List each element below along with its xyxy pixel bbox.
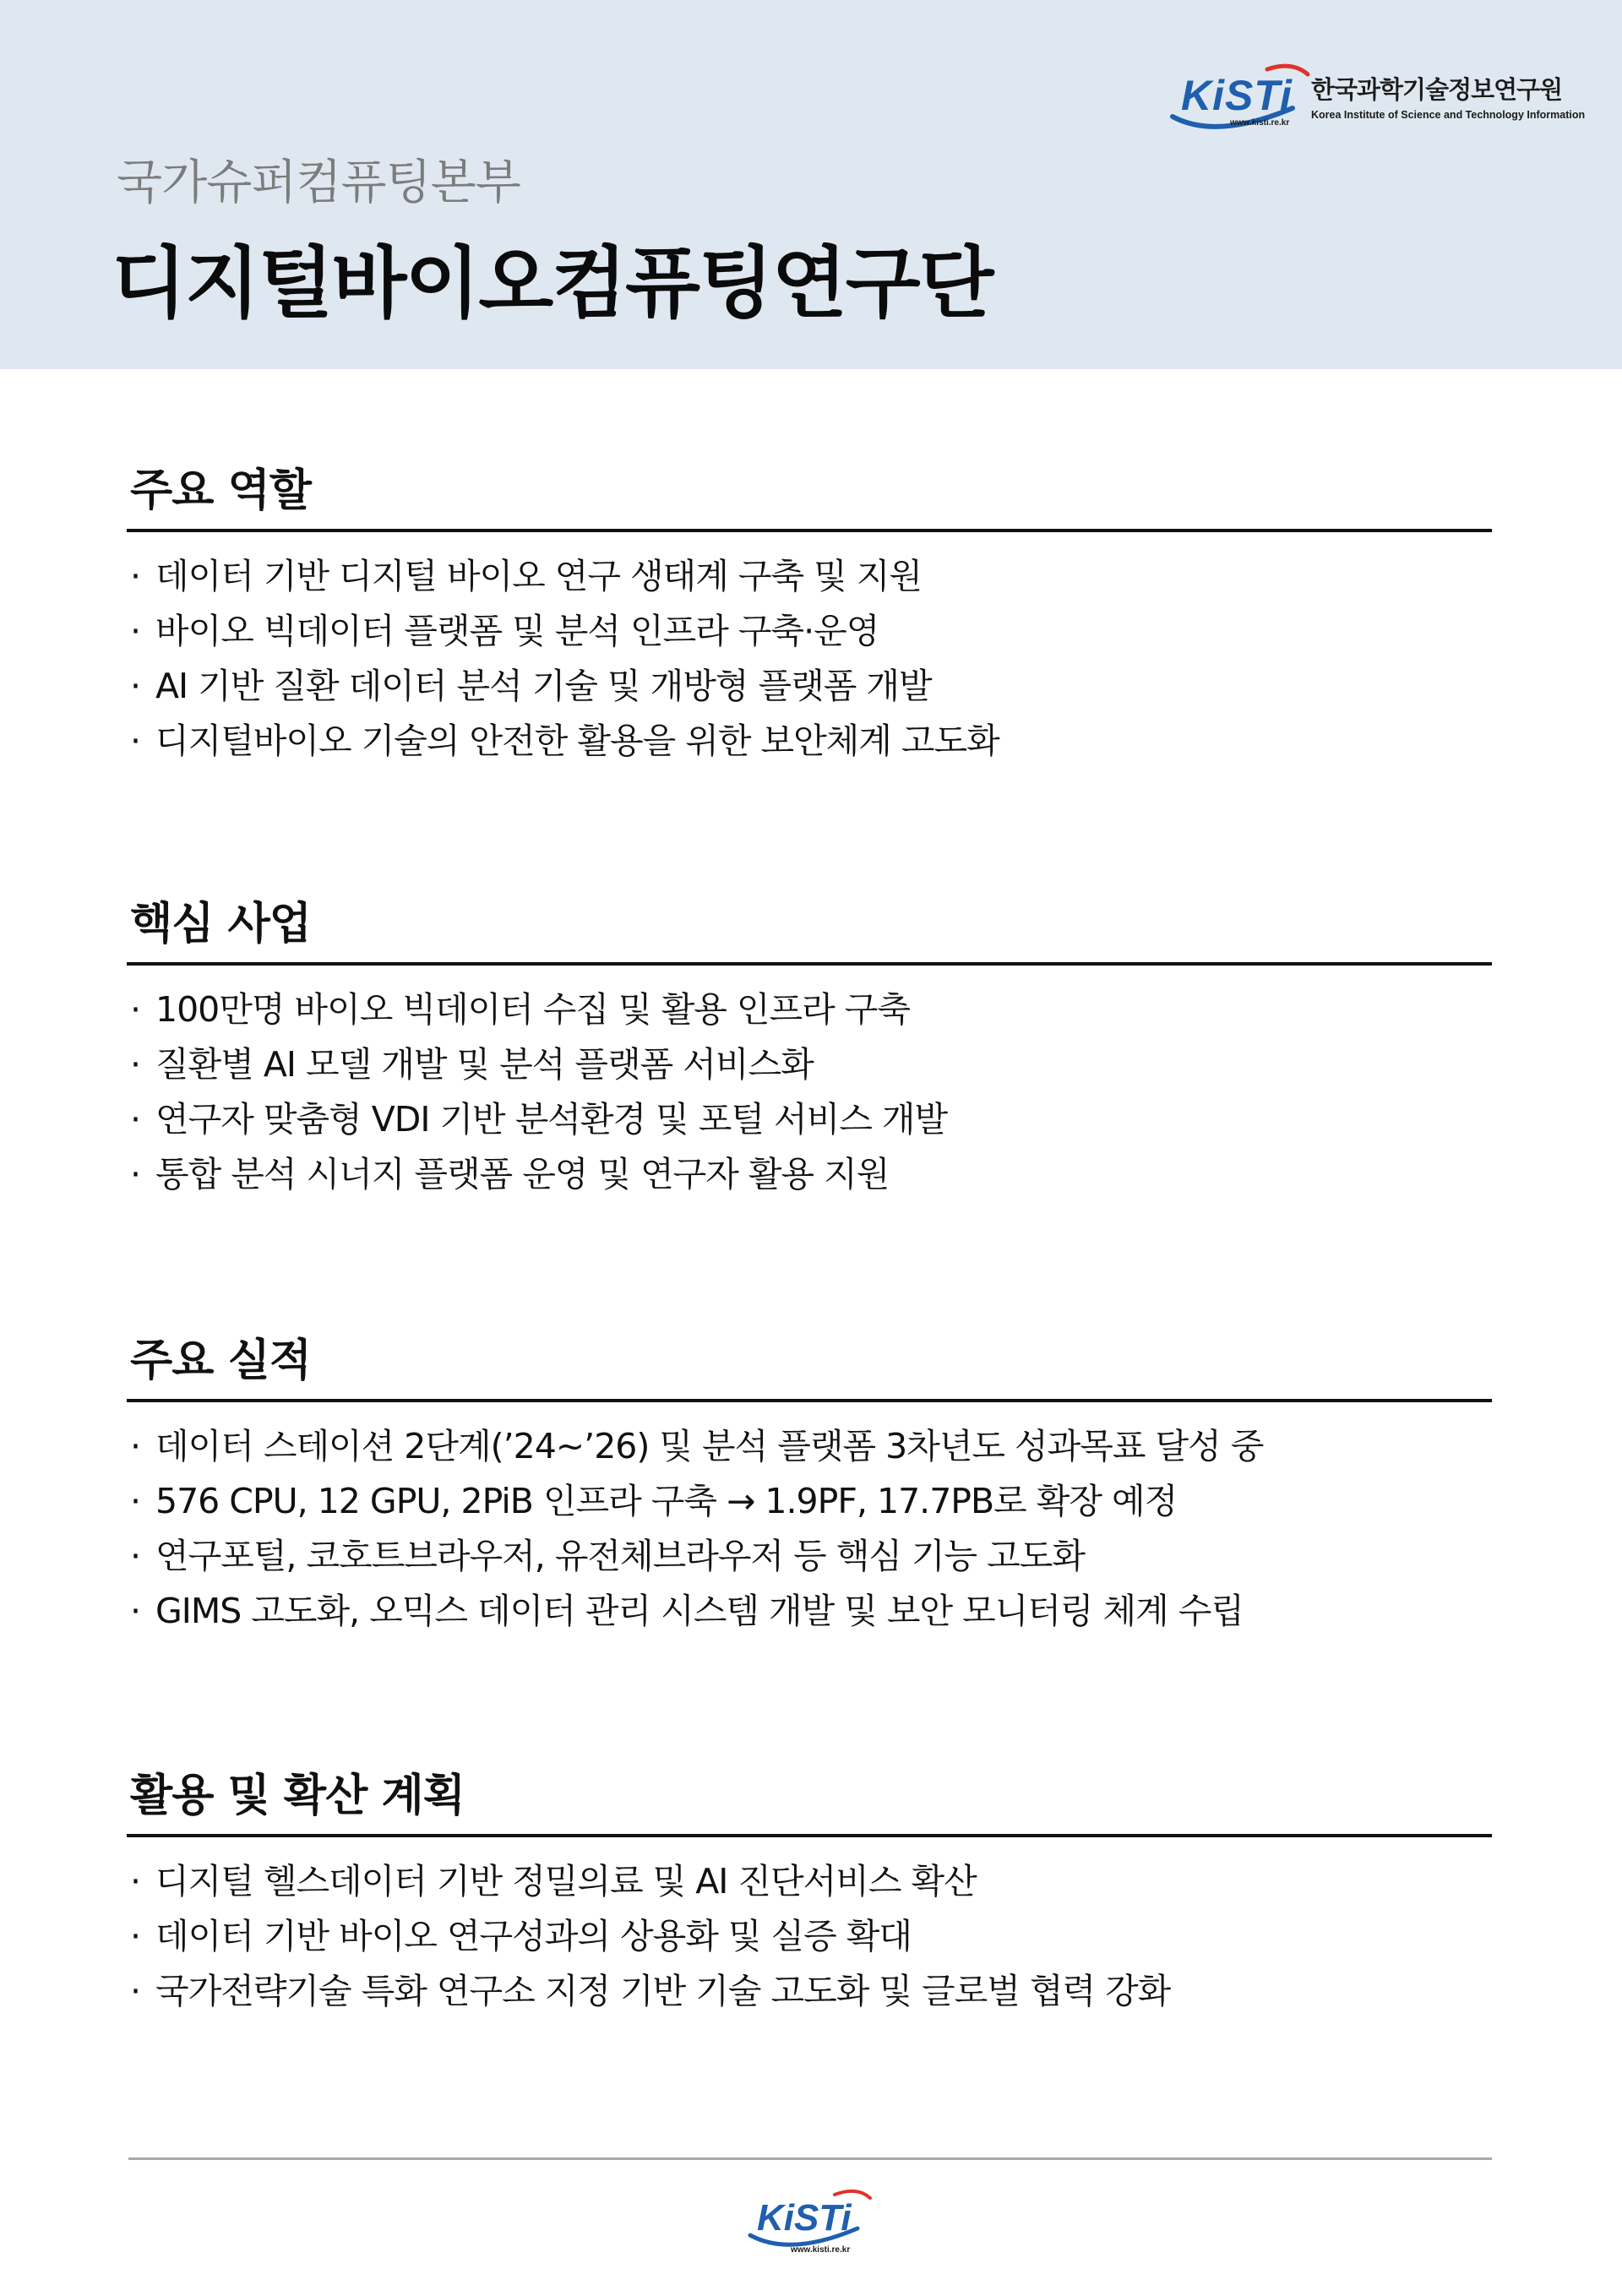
list-item: · AI 기반 질환 데이터 분석 기술 및 개방형 플랫폼 개발 [130, 666, 932, 706]
list-item: · 통합 분석 시너지 플랫폼 운영 및 연구자 활용 지원 [130, 1154, 890, 1194]
list-item: · 연구자 맞춤형 VDI 기반 분석환경 및 포털 서비스 개발 [130, 1099, 948, 1140]
footer-logo-mark-text: KiSTi [757, 2197, 852, 2239]
list-item: · 100만명 바이오 빅데이터 수집 및 활용 인프라 구축 [130, 989, 910, 1030]
logo-name-kr: 한국과학기술정보연구원 [1311, 75, 1563, 104]
section-divider [127, 529, 1492, 532]
footer-divider [128, 2157, 1492, 2160]
section-title: 주요 역할 [130, 465, 312, 516]
footer-kisti-logo[interactable] [743, 2183, 879, 2263]
section-title: 주요 실적 [130, 1336, 312, 1386]
logo-mark-text: KiSTi [1181, 72, 1293, 119]
footer-logo-url: www.kisti.re.kr [791, 2245, 851, 2255]
section-title: 핵심 사업 [130, 899, 312, 949]
list-item: · 데이터 기반 디지털 바이오 연구 생태계 구축 및 지원 [130, 556, 922, 596]
list-item: · GIMS 고도화, 오믹스 데이터 관리 시스템 개발 및 보안 모니터링 체계 수립 [130, 1591, 1244, 1631]
list-item: · 연구포털, 코호트브라우저, 유전체브라우저 등 핵심 기능 고도화 [130, 1536, 1086, 1576]
list-item: · 바이오 빅데이터 플랫폼 및 분석 인프라 구축·운영 [130, 611, 879, 651]
section-divider [127, 1834, 1492, 1837]
section-divider [127, 962, 1492, 966]
section-divider [127, 1399, 1492, 1402]
bullet-list [127, 1854, 1492, 2019]
bullet-list [127, 982, 1492, 1202]
list-item: · 국가전략기술 특화 연구소 지정 기반 기술 고도화 및 글로벌 협력 강화 [130, 1971, 1171, 2011]
list-item: · 디지털 헬스데이터 기반 정밀의료 및 AI 진단서비스 확산 [130, 1861, 977, 1902]
list-item: · 데이터 기반 바이오 연구성과의 상용화 및 실증 확대 [130, 1916, 912, 1956]
list-item: · 질환별 AI 모델 개발 및 분석 플랫폼 서비스화 [130, 1044, 814, 1085]
department-name: 국가슈퍼컴퓨팅본부 [117, 155, 520, 210]
logo-url: www.kisti.re.kr [1230, 118, 1290, 128]
section-main-roles [127, 461, 1492, 769]
bullet-list [127, 1419, 1492, 1639]
section-achievements [127, 1331, 1492, 1639]
section-title: 활용 및 확산 계획 [130, 1771, 465, 1821]
kisti-logo[interactable] [1166, 57, 1586, 142]
list-item: · 데이터 스테이션 2단계(’24~’26) 및 분석 플랫폼 3차년도 성과목표 달성 중 [130, 1426, 1264, 1466]
list-item: · 576 CPU, 12 GPU, 2PiB 인프라 구축 → 1.9PF, 17.7PB로 확장 예정 [130, 1481, 1178, 1521]
kisti-logo-mark [1166, 57, 1318, 142]
section-core-projects [127, 895, 1492, 1202]
section-dissemination-plan [127, 1766, 1492, 2019]
logo-name-en: Korea Institute of Science and Technology Information [1311, 109, 1586, 121]
list-item: · 디지털바이오 기술의 안전한 활용을 위한 보안체계 고도화 [130, 721, 999, 761]
unit-title: 디지털바이오컴퓨팅연구단 [112, 238, 993, 329]
bullet-list [127, 549, 1492, 769]
